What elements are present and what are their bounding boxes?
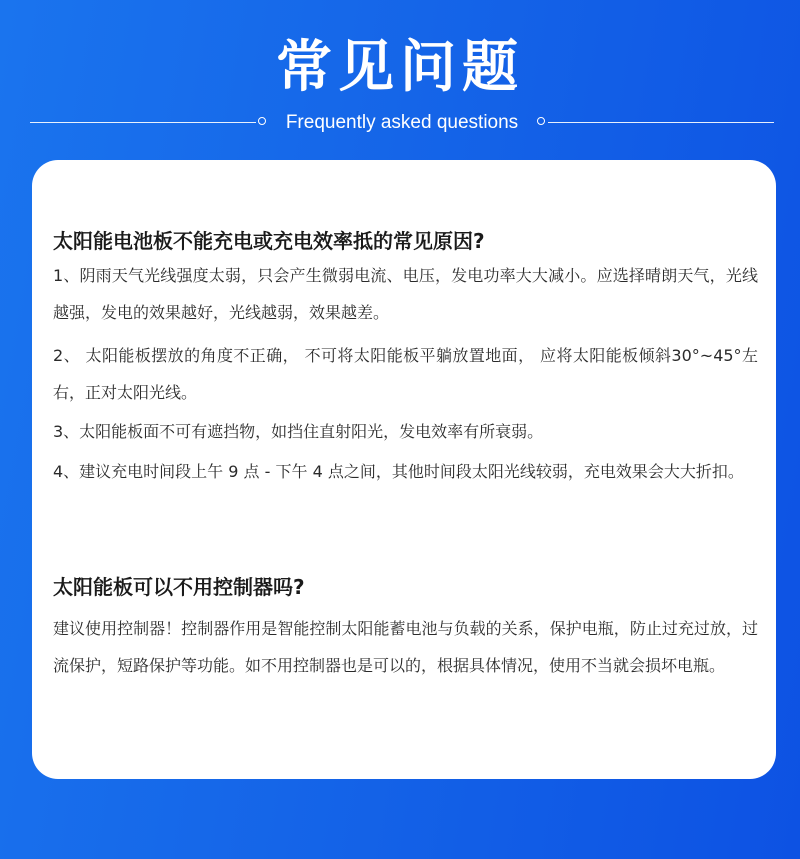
circle-icon — [258, 117, 266, 125]
faq-answer-1-1: 1、阴雨天气光线强度太弱，只会产生微弱电流、电压，发电功率大大减小。应选择晴朗天气，光线越强，发电的效果越好，光线越弱，效果越差。 — [53, 266, 758, 322]
circle-icon — [537, 117, 545, 125]
subtitle-right-line — [548, 122, 774, 123]
faq-answer-2-1: 建议使用控制器！控制器作用是智能控制太阳能蓄电池与负载的关系，保护电瓶，防止过充过放，过流保护，短路保护等功能。如不用控制器也是可以的，根据具体情况，使用不当就会损坏电瓶。 — [53, 619, 758, 675]
subtitle-left-line — [30, 122, 256, 123]
page-subtitle: Frequently asked questions — [285, 112, 519, 133]
subtitle-row — [30, 110, 774, 136]
faq-answer-1-3: 3、太阳能板面不可有遮挡物，如挡住直射阳光，发电效率有所衰弱。 — [53, 422, 544, 441]
faq-answer-1-4: 4、建议充电时间段上午 9 点 - 下午 4 点之间，其他时间段太阳光线较弱，充电效果会大大折扣。 — [53, 462, 744, 481]
faq-question-1: 太阳能电池板不能充电或充电效率抵的常见原因? — [53, 229, 485, 253]
faq-answer-1-2: 2、 太阳能板摆放的角度不正确， 不可将太阳能板平躺放置地面， 应将太阳能板倾斜30°~45°左右，正对太阳光线。 — [53, 346, 758, 402]
faq-card — [32, 160, 776, 779]
faq-question-2: 太阳能板可以不用控制器吗? — [53, 575, 305, 599]
page-title: 常见问题 — [276, 35, 524, 100]
